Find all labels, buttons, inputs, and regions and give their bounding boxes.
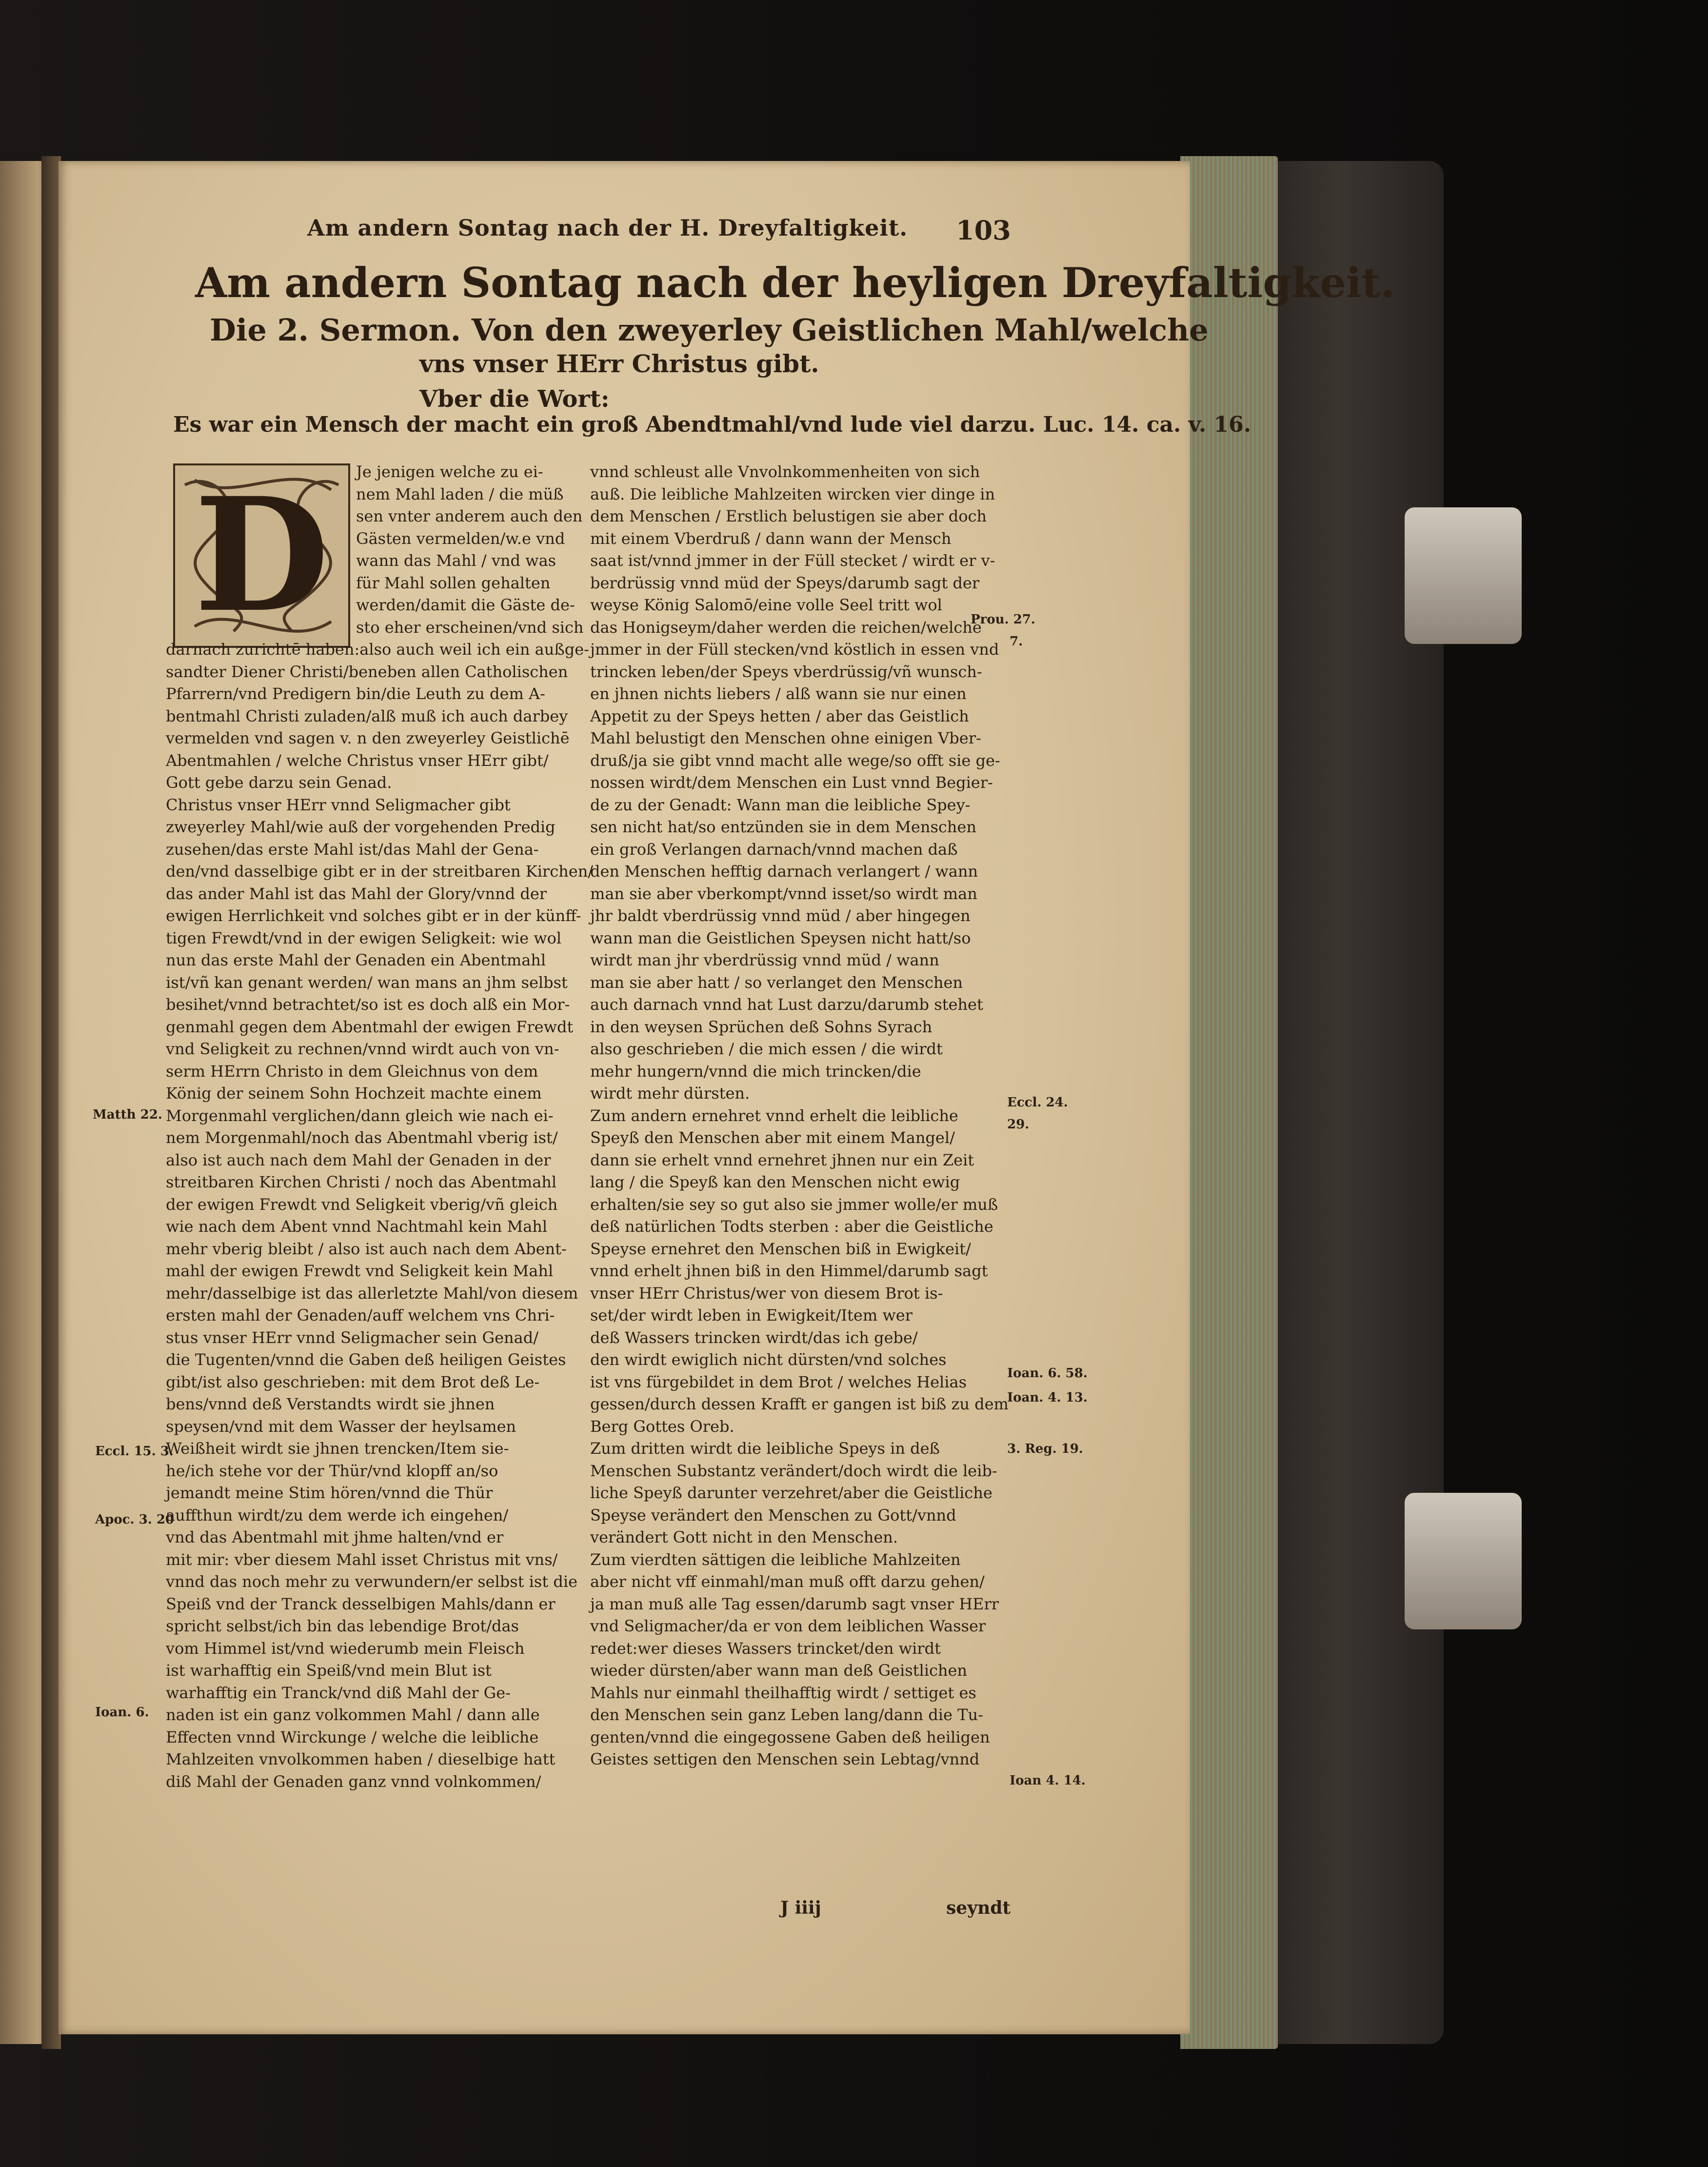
text-line: Speyß den Menschen aber mit einem Mangel/ [590, 1128, 955, 1147]
text-line: gessen/durch dessen Krafft er gangen ist biß zu dem [590, 1395, 1009, 1413]
text-line: zusehen/das erste Mahl ist/das Mahl der Gena- [166, 840, 539, 859]
text-line: ist/vñ kan genant werden/ wan mans an jhm selbst [166, 973, 568, 992]
text-line: Christus vnser HErr vnnd Seligmacher gibt [166, 795, 511, 814]
text-line: wirdt mehr dürsten. [590, 1084, 750, 1103]
text-line: wann das Mahl / vnd was [356, 551, 556, 570]
clasp-top [1405, 507, 1522, 644]
scripture-quote: Es war ein Mensch der macht ein groß Abendtmahl/vnd lude viel darzu. Luc. 14. ca. v. 16. [173, 412, 1251, 437]
text-line: König der seinem Sohn Hochzeit machte einem [166, 1084, 542, 1103]
text-line: he/ich stehe vor der Thür/vnd klopff an/so [166, 1461, 498, 1480]
text-line: weyse König Salomō/eine volle Seel tritt wol [590, 596, 942, 614]
text-line: dem Menschen / Erstlich belustigen sie aber doch [590, 507, 987, 525]
text-line: saat ist/vnnd jmmer in der Füll stecket / wirdt er v- [590, 551, 995, 570]
text-line: Morgenmahl verglichen/dann gleich wie nach ei- [166, 1106, 554, 1125]
book-gutter [41, 156, 61, 2049]
text-line: warhafftig ein Tranck/vnd diß Mahl der Ge- [166, 1683, 511, 1702]
text-line: man sie aber vberkompt/vnnd isset/so wirdt man [590, 884, 977, 903]
text-line: mahl der ewigen Frewdt vnd Seligkeit kein Mahl [166, 1262, 554, 1280]
right-text-column [590, 461, 1010, 1771]
margin-note-reg: 3. Reg. 19. [1007, 1442, 1083, 1456]
text-line: Mahl belustigt den Menschen ohne einigen Vber- [590, 729, 981, 747]
text-line: gibt/ist also geschrieben: mit dem Brot deß Le- [166, 1372, 540, 1391]
clasp-bottom [1405, 1493, 1522, 1629]
margin-note-matth: Matth 22. [93, 1107, 162, 1122]
text-line: Gott gebe darzu sein Genad. [166, 773, 392, 792]
text-line: in den weysen Sprüchen deß Sohns Syrach [590, 1017, 933, 1036]
text-line: jmmer in der Füll stecken/vnd köstlich in essen vnd [590, 640, 999, 659]
text-line: naden ist ein ganz volkommen Mahl / dann alle [166, 1706, 540, 1724]
text-line: vnnd erhelt jhnen biß in den Himmel/darumb sagt [590, 1262, 988, 1280]
text-line: Zum vierdten sättigen die leibliche Mahlzeiten [590, 1550, 961, 1569]
text-line: werden/damit die Gäste de- [356, 596, 575, 614]
text-line: vnd Seligkeit zu rechnen/vnnd wirdt auch von vn- [166, 1040, 559, 1058]
margin-note-eccl2: 29. [1007, 1117, 1030, 1132]
margin-note-ioan4-14: Ioan 4. 14. [1010, 1773, 1086, 1788]
sermon-heading: Die 2. Sermon. Von den zweyerley Geistlichen Mahl/welche [210, 312, 1209, 348]
text-line: Zum dritten wirdt die leibliche Speys in deß [590, 1439, 940, 1458]
text-line: nossen wirdt/dem Menschen ein Lust vnnd Begier- [590, 773, 993, 792]
text-line: genmahl gegen dem Abentmahl der ewigen Frewdt [166, 1017, 574, 1036]
signature-mark: J iiij [780, 1898, 821, 1918]
text-line: mehr/dasselbige ist das allerletzte Mahl/von diesem [166, 1284, 578, 1303]
margin-note-eccl15: Eccl. 15. 3. [95, 1444, 174, 1459]
text-line: bens/vnnd deß Verstandts wirdt sie jhnen [166, 1395, 495, 1413]
text-line: vom Himmel ist/vnd wiederumb mein Fleisch [166, 1639, 525, 1658]
text-line: ist vns fürgebildet in dem Brot / welches Helias [590, 1372, 967, 1391]
text-line: man sie aber hatt / so verlanget den Menschen [590, 973, 963, 992]
text-line: das Honigseym/daher werden die reichen/welche [590, 618, 982, 637]
text-line: wie nach dem Abent vnnd Nachtmahl kein Mahl [166, 1217, 548, 1236]
chapter-title: Am andern Sontag nach der heyligen Dreyfaltigkeit. [195, 259, 1395, 307]
text-line: stus vnser HErr vnnd Seligmacher sein Genad/ [166, 1328, 538, 1347]
text-line: ersten mahl der Genaden/auff welchem vns Chri- [166, 1306, 555, 1324]
margin-note-ioan4-13: Ioan. 4. 13. [1007, 1390, 1088, 1405]
text-line: verändert Gott nicht in den Menschen. [590, 1528, 898, 1546]
text-line: auch darnach vnnd hat Lust darzu/darumb stehet [590, 995, 983, 1014]
text-line: druß/ja sie gibt vnnd macht alle wege/so offt sie ge- [590, 751, 1000, 770]
text-line: den/vnd dasselbige gibt er in der streitbaren Kirchen/ [166, 862, 594, 881]
text-line: wieder dürsten/aber wann man deß Geistlichen [590, 1661, 968, 1680]
text-line: Weißheit wirdt sie jhnen trencken/Item sie- [166, 1439, 509, 1458]
text-line: speysen/vnd mit dem Wasser der heylsamen [166, 1417, 516, 1436]
text-line: nun das erste Mahl der Genaden ein Abentmahl [166, 951, 546, 969]
text-line: wirdt man jhr vberdrüssig vnnd müd / wann [590, 951, 939, 969]
running-title: Am andern Sontag nach der H. Dreyfaltigkeit. [307, 215, 908, 241]
text-line: Pfarrern/vnd Predigern bin/die Leuth zu dem A- [166, 684, 545, 703]
dropcap-letter: D [194, 464, 330, 647]
text-line: also geschrieben / die mich essen / die wirdt [590, 1040, 943, 1058]
text-line: vnnd schleust alle Vnvolnkommenheiten von sich [590, 462, 980, 481]
margin-note-ioan6: Ioan. 6. [95, 1705, 149, 1720]
text-line: spricht selbst/ich bin das lebendige Brot/das [166, 1617, 519, 1635]
text-line: vnd Seligmacher/da er von dem leiblichen Wasser [590, 1617, 986, 1635]
text-line: mehr hungern/vnnd die mich trincken/die [590, 1062, 921, 1081]
left-text-column [166, 461, 594, 1793]
text-line: für Mahl sollen gehalten [356, 573, 551, 592]
sermon-heading-cont: vns vnser HErr Christus gibt. [419, 349, 819, 378]
text-line: den wirdt ewiglich nicht dürsten/vnd solches [590, 1350, 947, 1369]
text-line: der ewigen Frewdt vnd Seligkeit vberig/vñ gleich [166, 1195, 558, 1214]
text-line: auß. Die leibliche Mahlzeiten wircken vier dinge in [590, 484, 995, 503]
uber-die-wort: Vber die Wort: [419, 385, 610, 413]
text-line: Je jenigen welche zu ei- [356, 462, 543, 481]
margin-note-prov: Prou. 27. [971, 612, 1035, 627]
text-line: den Menschen sein ganz Leben lang/dann die Tu- [590, 1706, 983, 1724]
text-line: genten/vnnd die eingegossene Gaben deß heiligen [590, 1727, 990, 1746]
text-line: set/der wirdt leben in Ewigkeit/Item wer [590, 1306, 913, 1324]
text-line: mit einem Vberdruß / dann wann der Mensch [590, 529, 952, 548]
text-line: Effecten vnnd Wirckunge / welche die leibliche [166, 1727, 539, 1746]
text-line: ja man muß alle Tag essen/darumb sagt vnser HErr [590, 1594, 999, 1613]
text-line: jemandt meine Stim hören/vnnd die Thür [166, 1484, 493, 1502]
margin-note-prov2: 7. [1010, 634, 1023, 649]
margin-note-apoc: Apoc. 3. 20 [95, 1512, 175, 1527]
text-line: deß natürlichen Todts sterben : aber die Geistliche [590, 1217, 993, 1236]
text-line: ewigen Herrlichkeit vnd solches gibt er in der künff- [166, 906, 581, 925]
text-line: liche Speyß darunter verzehret/aber die Geistliche [590, 1484, 993, 1502]
text-line: die Tugenten/vnnd die Gaben deß heiligen Geistes [166, 1350, 566, 1369]
text-line: redet:wer dieses Wassers trincket/den wirdt [590, 1639, 941, 1658]
text-line: erhalten/sie sey so gut also sie jmmer wolle/er muß [590, 1195, 998, 1214]
text-line: mehr vberig bleibt / also ist auch nach dem Abent- [166, 1239, 567, 1258]
text-line: vnd das Abentmahl mit jhme halten/vnd er [166, 1528, 504, 1546]
text-line: Speiß vnd der Tranck desselbigen Mahls/dann er [166, 1594, 556, 1613]
text-line: Menschen Substantz verändert/doch wirdt die leib- [590, 1461, 997, 1480]
text-line: den Menschen hefftig darnach verlangert / wann [590, 862, 978, 881]
text-line: de zu der Genadt: Wann man die leibliche Spey- [590, 795, 971, 814]
text-line: sandter Diener Christi/beneben allen Catholischen [166, 662, 568, 681]
text-line: sto eher erscheinen/vnd sich [356, 618, 584, 637]
text-line: streitbaren Kirchen Christi / noch das Abentmahl [166, 1173, 557, 1191]
catchword: seyndt [946, 1898, 1011, 1918]
text-line: nem Morgenmahl/noch das Abentmahl vberig ist/ [166, 1128, 558, 1147]
text-line: Zum andern ernehret vnnd erhelt die leibliche [590, 1106, 958, 1125]
text-line: berdrüssig vnnd müd der Speys/darumb sagt der [590, 573, 980, 592]
text-line: besihet/vnnd betrachtet/so ist es doch alß ein Mor- [166, 995, 570, 1014]
text-line: dann sie erhelt vnnd ernehret jhnen nur ein Zeit [590, 1150, 974, 1169]
text-line: vnnd das noch mehr zu verwundern/er selbst ist die [166, 1572, 577, 1591]
text-line: ist warhafftig ein Speiß/vnd mein Blut ist [166, 1661, 492, 1680]
page-block-edge [1180, 156, 1278, 2049]
text-line: also ist auch nach dem Mahl der Genaden in der [166, 1150, 551, 1169]
text-line: serm HErrn Christo in dem Gleichnus von dem [166, 1062, 538, 1081]
text-line: wann man die Geistlichen Speysen nicht hatt/so [590, 928, 971, 947]
text-line: bentmahl Christi zuladen/alß muß ich auch darbey [166, 706, 568, 725]
text-line: Mahls nur einmahl theilhafftig wirdt / settiget es [590, 1683, 976, 1702]
book-cover [1268, 161, 1444, 2044]
text-line: Abentmahlen / welche Christus vnser HErr gibt/ [166, 751, 549, 770]
text-line: lang / die Speyß kan den Menschen nicht ewig [590, 1173, 960, 1191]
text-line: sen vnter anderem auch den [356, 507, 583, 525]
text-line: diß Mahl der Genaden ganz vnnd volnkommen/ [166, 1772, 541, 1791]
page-number: 103 [956, 215, 1011, 246]
text-line: vermelden vnd sagen v. n den zweyerley Geistlichē [166, 729, 570, 747]
text-line: das ander Mahl ist das Mahl der Glory/vnnd der [166, 884, 547, 903]
text-line: auffthun wirdt/zu dem werde ich eingehen/ [166, 1505, 509, 1525]
text-line: Speyse verändert den Menschen zu Gott/vnnd [590, 1505, 956, 1525]
text-line: Mahlzeiten vnvolkommen haben / dieselbige hatt [166, 1750, 556, 1768]
text-line: Gästen vermelden/w.e vnd [356, 529, 565, 548]
text-line: Appetit zu der Speys hetten / aber das Geistlich [590, 706, 969, 725]
margin-note-ioan6-58: Ioan. 6. 58. [1007, 1366, 1088, 1381]
text-line: Geistes settigen den Menschen sein Lebtag/vnnd [590, 1750, 980, 1768]
text-line: jhr baldt vberdrüssig vnnd müd / aber hingegen [590, 906, 971, 925]
text-line: tigen Frewdt/vnd in der ewigen Seligkeit: wie wol [166, 928, 562, 947]
text-line: darnach zurichtē haben:also auch weil ich ein außge- [166, 640, 589, 659]
text-line: vnser HErr Christus/wer von diesem Brot is- [590, 1284, 943, 1303]
text-line: Berg Gottes Oreb. [590, 1417, 735, 1436]
text-line: sen nicht hat/so entzünden sie in dem Menschen [590, 818, 976, 836]
text-line: deß Wassers trincken wirdt/das ich gebe/ [590, 1328, 918, 1347]
text-line: zweyerley Mahl/wie auß der vorgehenden Predig [166, 818, 556, 836]
text-line: trincken leben/der Speys vberdrüssig/vñ wunsch- [590, 662, 982, 681]
margin-note-eccl: Eccl. 24. [1007, 1095, 1068, 1110]
text-line: aber nicht vff einmahl/man muß offt darzu gehen/ [590, 1572, 985, 1591]
text-line: mit mir: vber diesem Mahl isset Christus mit vns/ [166, 1550, 558, 1569]
text-line: en jhnen nichts liebers / alß wann sie nur einen [590, 684, 967, 703]
text-line: ein groß Verlangen darnach/vnnd machen daß [590, 840, 958, 859]
text-line: Speyse ernehret den Menschen biß in Ewigkeit/ [590, 1239, 971, 1258]
text-line: nem Mahl laden / die müß [356, 484, 564, 503]
